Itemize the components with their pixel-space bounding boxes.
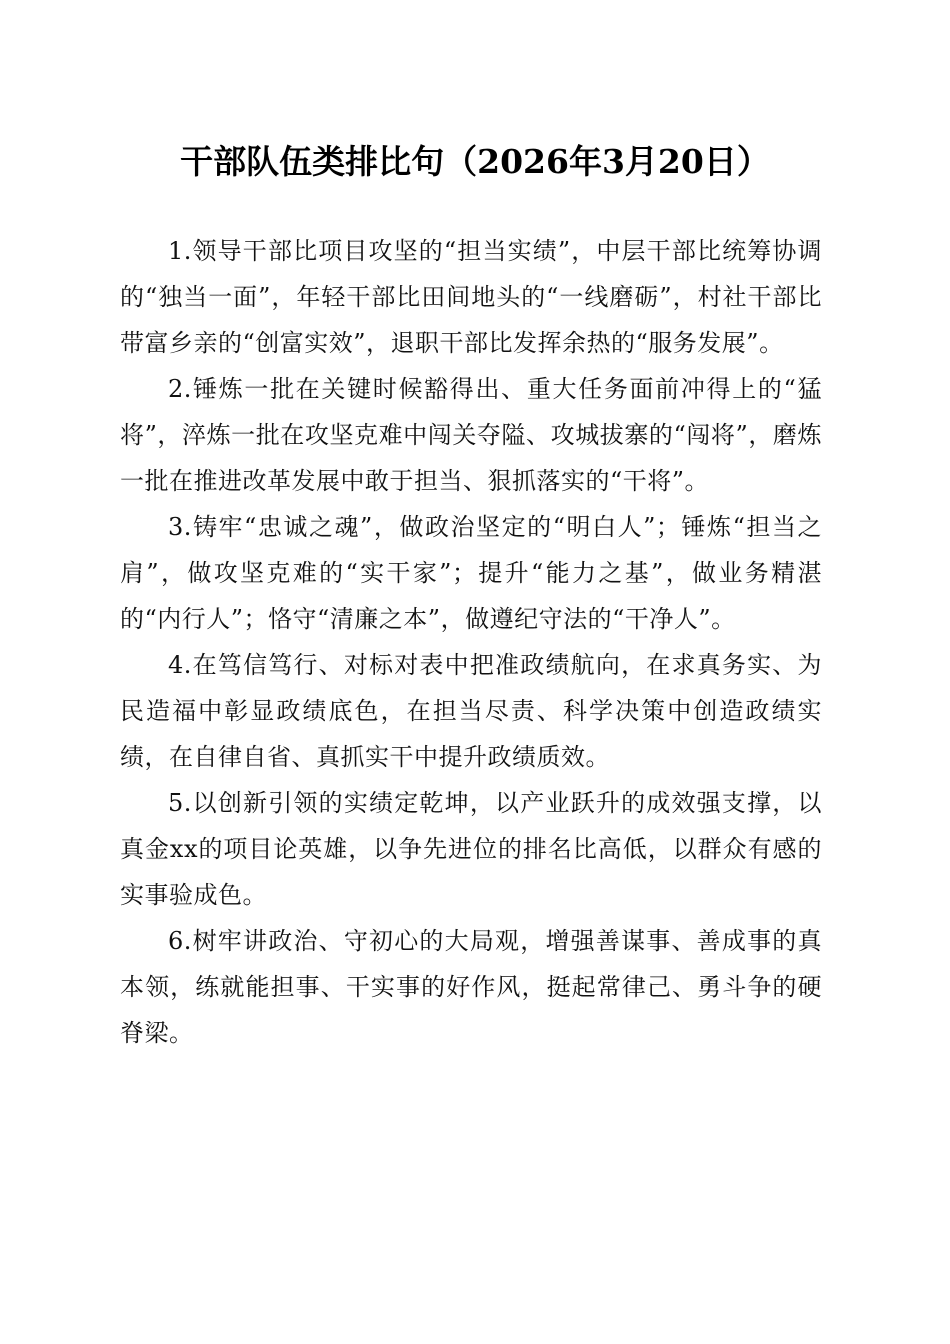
paragraph-5: 5.以创新引领的实绩定乾坤，以产业跃升的成效强支撑，以真金xx的项目论英雄，以争先进位的排名比高低，以群众有感的实事验成色。 bbox=[120, 789, 822, 909]
paragraph-6: 6.树牢讲政治、守初心的大局观，增强善谋事、善成事的真本领，练就能担事、干实事的好作风，挺起常律己、勇斗争的硬脊梁。 bbox=[120, 927, 822, 1047]
paragraph-3: 3.铸牢“忠诚之魂”，做政治坚定的“明白人”；锤炼“担当之肩”，做攻坚克难的“实干家”；提升“能力之基”，做业务精湛的“内行人”；恪守“清廉之本”，做遵纪守法的“干净人”。 bbox=[120, 513, 822, 633]
paragraph-4: 4.在笃信笃行、对标对表中把准政绩航向，在求真务实、为民造福中彰显政绩底色，在担当尽责、科学决策中创造政绩实绩，在自律自省、真抓实干中提升政绩质效。 bbox=[120, 651, 822, 771]
document-title: 干部队伍类排比句（2026年3月20日） bbox=[180, 142, 770, 181]
document-body bbox=[120, 228, 822, 1056]
paragraph-2: 2.锤炼一批在关键时候豁得出、重大任务面前冲得上的“猛将”，淬炼一批在攻坚克难中闯关夺隘、攻城拔寨的“闯将”，磨炼一批在推进改革发展中敢于担当、狠抓落实的“干将”。 bbox=[120, 375, 822, 495]
paragraph-1: 1.领导干部比项目攻坚的“担当实绩”，中层干部比统筹协调的“独当一面”，年轻干部比田间地头的“一线磨砺”，村社干部比带富乡亲的“创富实效”，退职干部比发挥余热的“服务发展”。 bbox=[120, 237, 822, 357]
